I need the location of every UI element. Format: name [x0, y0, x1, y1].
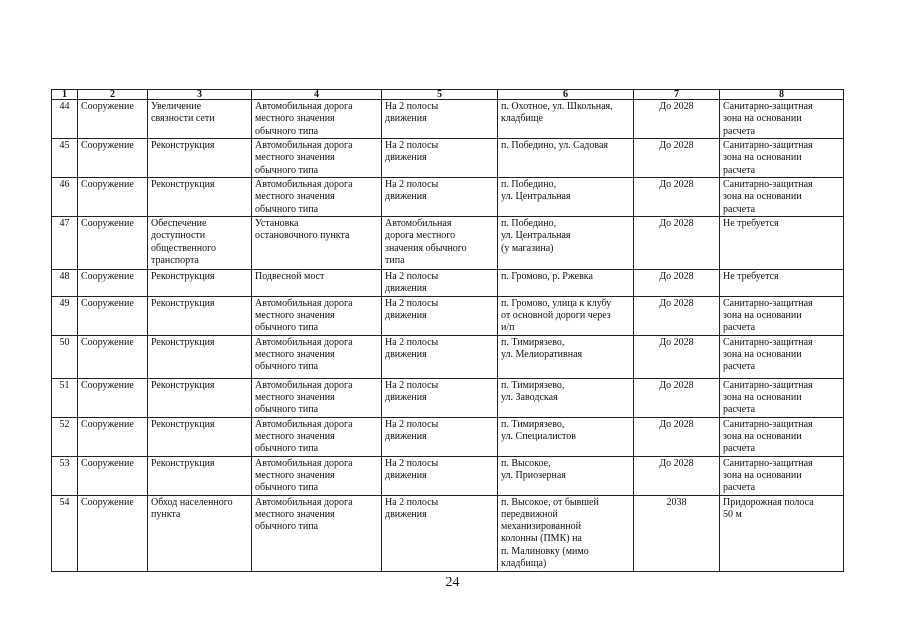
location: п. Высокое, от бывшей передвижной механизированной колонны (ПМК) на п. Малиновку (мимо кладбища) — [498, 495, 634, 571]
table-row — [52, 217, 844, 270]
object-type: Сооружение — [78, 178, 148, 217]
purpose: Обеспечение доступности общественного транспорта — [148, 217, 252, 270]
object-type: Сооружение — [78, 270, 148, 297]
location: п. Победино, ул. Центральная — [498, 178, 634, 217]
object-type: Сооружение — [78, 139, 148, 178]
object-name: Автомобильная дорога местного значения обычного типа — [252, 296, 382, 335]
object-name: Автомобильная дорога местного значения обычного типа — [252, 178, 382, 217]
object-type: Сооружение — [78, 335, 148, 378]
column-header: 7 — [634, 90, 720, 100]
object-name: Автомобильная дорога местного значения обычного типа — [252, 335, 382, 378]
characteristics: На 2 полосы движения — [382, 335, 498, 378]
deadline: До 2028 — [634, 139, 720, 178]
purpose: Увеличение связности сети — [148, 100, 252, 139]
location: п. Победино, ул. Центральная (у магазина) — [498, 217, 634, 270]
purpose: Обход населенного пункта — [148, 495, 252, 571]
protection-zone: Санитарно-защитная зона на основании расчета — [720, 378, 844, 417]
page-number: 24 — [445, 575, 460, 590]
deadline: До 2028 — [634, 456, 720, 495]
row-number: 46 — [52, 178, 78, 217]
protection-zone: Не требуется — [720, 217, 844, 270]
location: п. Побединo, ул. Садовая — [498, 139, 634, 178]
deadline: До 2028 — [634, 178, 720, 217]
protection-zone: Не требуется — [720, 270, 844, 297]
protection-zone: Санитарно-защитная зона на основании расчета — [720, 139, 844, 178]
protection-zone: Санитарно-защитная зона на основании расчета — [720, 178, 844, 217]
column-header: 8 — [720, 90, 844, 100]
protection-zone: Санитарно-защитная зона на основании расчета — [720, 100, 844, 139]
object-type: Сооружение — [78, 378, 148, 417]
row-number: 44 — [52, 100, 78, 139]
table-row — [52, 178, 844, 217]
deadline: До 2028 — [634, 335, 720, 378]
row-number: 53 — [52, 456, 78, 495]
characteristics: На 2 полосы движения — [382, 378, 498, 417]
object-name: Автомобильная дорога местного значения обычного типа — [252, 139, 382, 178]
table-row — [52, 139, 844, 178]
table-row — [52, 495, 844, 571]
deadline: До 2028 — [634, 296, 720, 335]
column-header: 4 — [252, 90, 382, 100]
row-number: 47 — [52, 217, 78, 270]
deadline: До 2028 — [634, 378, 720, 417]
table-row — [52, 100, 844, 139]
deadline: До 2028 — [634, 417, 720, 456]
table-header-row — [52, 90, 844, 100]
column-header: 1 — [52, 90, 78, 100]
deadline: До 2028 — [634, 217, 720, 270]
protection-zone: Санитарно-защитная зона на основании расчета — [720, 335, 844, 378]
protection-zone: Санитарно-защитная зона на основании расчета — [720, 456, 844, 495]
characteristics: На 2 полосы движения — [382, 139, 498, 178]
characteristics: На 2 полосы движения — [382, 100, 498, 139]
object-name: Автомобильная дорога местного значения обычного типа — [252, 495, 382, 571]
table-row — [52, 417, 844, 456]
object-type: Сооружение — [78, 217, 148, 270]
table-row — [52, 335, 844, 378]
location: п. Охотное, ул. Школьная, кладбище — [498, 100, 634, 139]
characteristics: На 2 полосы движения — [382, 495, 498, 571]
location: п. Тимирязево, ул. Специалистов — [498, 417, 634, 456]
column-header: 5 — [382, 90, 498, 100]
protection-zone: Придорожная полоса 50 м — [720, 495, 844, 571]
location: п. Высокое, ул. Приозерная — [498, 456, 634, 495]
location: п. Тимирязево, ул. Мелиоративная — [498, 335, 634, 378]
table-row — [52, 378, 844, 417]
purpose: Реконструкция — [148, 178, 252, 217]
row-number: 50 — [52, 335, 78, 378]
location: п. Тимирязево, ул. Заводская — [498, 378, 634, 417]
characteristics: На 2 полосы движения — [382, 178, 498, 217]
purpose: Реконструкция — [148, 270, 252, 297]
object-name: Подвесной мост — [252, 270, 382, 297]
row-number: 48 — [52, 270, 78, 297]
object-name: Автомобильная дорога местного значения обычного типа — [252, 378, 382, 417]
row-number: 45 — [52, 139, 78, 178]
row-number: 52 — [52, 417, 78, 456]
characteristics: На 2 полосы движения — [382, 296, 498, 335]
row-number: 49 — [52, 296, 78, 335]
object-name: Автомобильная дорога местного значения обычного типа — [252, 100, 382, 139]
object-type: Сооружение — [78, 417, 148, 456]
characteristics: На 2 полосы движения — [382, 456, 498, 495]
object-type: Сооружение — [78, 100, 148, 139]
purpose: Реконструкция — [148, 456, 252, 495]
purpose: Реконструкция — [148, 417, 252, 456]
characteristics: На 2 полосы движения — [382, 270, 498, 297]
protection-zone: Санитарно-защитная зона на основании расчета — [720, 296, 844, 335]
table-row — [52, 456, 844, 495]
column-header: 6 — [498, 90, 634, 100]
object-type: Сооружение — [78, 296, 148, 335]
object-type: Сооружение — [78, 456, 148, 495]
planning-table — [51, 89, 844, 572]
purpose: Реконструкция — [148, 139, 252, 178]
purpose: Реконструкция — [148, 378, 252, 417]
table-row — [52, 270, 844, 297]
characteristics: Автомобильная дорога местного значения обычного типа — [382, 217, 498, 270]
location: п. Громово, р. Ржевка — [498, 270, 634, 297]
protection-zone: Санитарно-защитная зона на основании расчета — [720, 417, 844, 456]
row-number: 54 — [52, 495, 78, 571]
column-header: 2 — [78, 90, 148, 100]
characteristics: На 2 полосы движения — [382, 417, 498, 456]
row-number: 51 — [52, 378, 78, 417]
object-name: Автомобильная дорога местного значения обычного типа — [252, 456, 382, 495]
deadline: До 2028 — [634, 100, 720, 139]
purpose: Реконструкция — [148, 335, 252, 378]
object-name: Установка остановочного пункта — [252, 217, 382, 270]
deadline: 2038 — [634, 495, 720, 571]
column-header: 3 — [148, 90, 252, 100]
table-row — [52, 296, 844, 335]
deadline: До 2028 — [634, 270, 720, 297]
location: п. Громово, улица к клубу от основной дороги через и/п — [498, 296, 634, 335]
object-name: Автомобильная дорога местного значения обычного типа — [252, 417, 382, 456]
object-type: Сооружение — [78, 495, 148, 571]
purpose: Реконструкция — [148, 296, 252, 335]
